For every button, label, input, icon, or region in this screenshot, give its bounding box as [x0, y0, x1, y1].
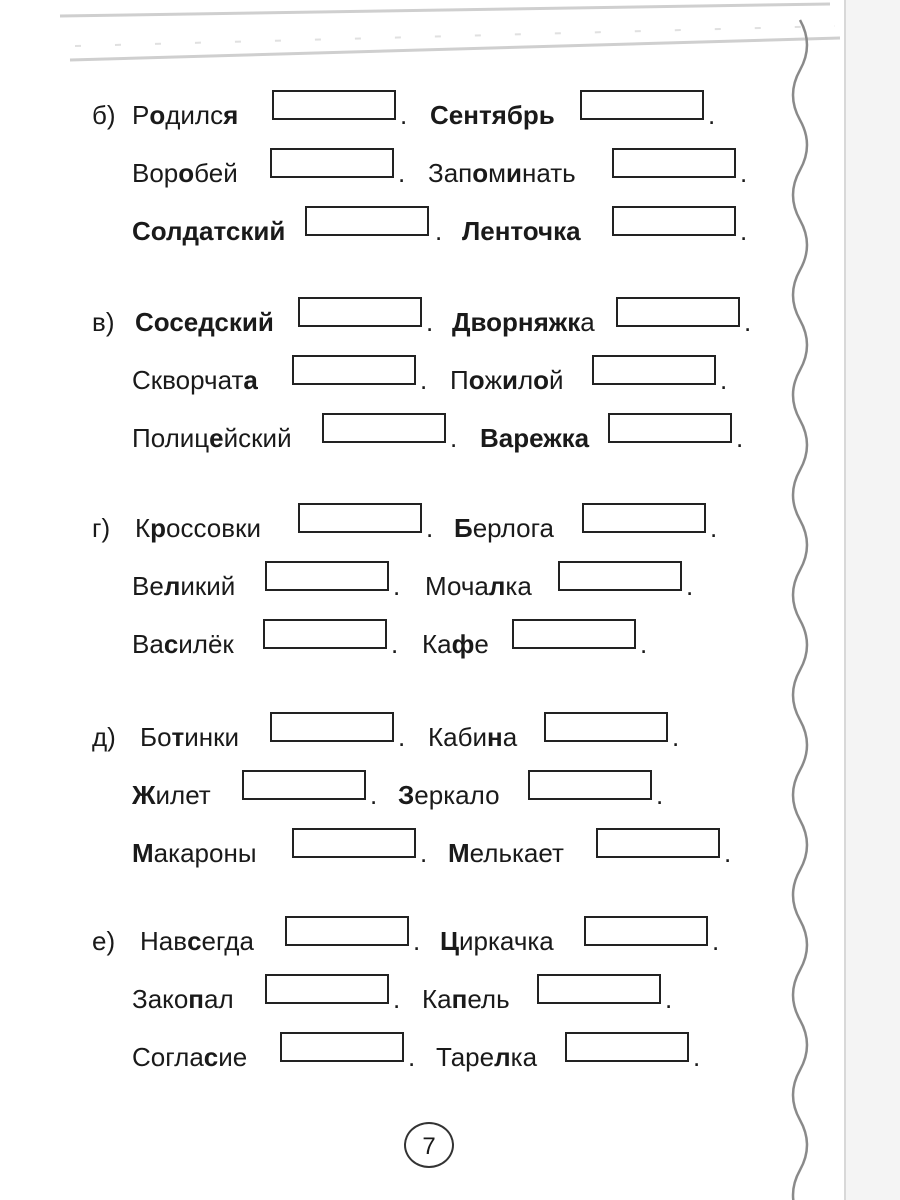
- answer-box[interactable]: [584, 916, 708, 946]
- word-part: Скворчат: [132, 365, 244, 395]
- period: .: [370, 780, 378, 810]
- word-row: [0, 780, 820, 820]
- word-right: [440, 926, 554, 956]
- stressed-letters: М: [448, 838, 470, 868]
- word-right: [480, 423, 589, 453]
- answer-box[interactable]: [298, 297, 422, 327]
- word-part: Зако: [132, 984, 189, 1014]
- period: .: [398, 158, 406, 188]
- period: .: [736, 423, 744, 453]
- word-part: инки: [184, 722, 240, 752]
- word-left: [132, 984, 234, 1014]
- period: .: [740, 158, 748, 188]
- answer-box[interactable]: [565, 1032, 689, 1062]
- stressed-letters: и: [501, 365, 518, 395]
- stressed-letters: н: [487, 722, 503, 752]
- word-right: [450, 365, 564, 395]
- word-right: [422, 629, 489, 659]
- period: .: [400, 100, 408, 130]
- period: .: [426, 307, 434, 337]
- stressed-letters: с: [187, 926, 202, 956]
- word-left: [140, 722, 239, 752]
- word-right: [454, 513, 554, 543]
- answer-box[interactable]: [292, 355, 416, 385]
- stressed-letters: Сентябрь: [430, 100, 555, 130]
- stressed-letters: я: [223, 100, 239, 130]
- answer-box[interactable]: [580, 90, 704, 120]
- word-row: [0, 307, 820, 347]
- word-part: иркачка: [459, 926, 554, 956]
- word-part: П: [450, 365, 469, 395]
- period: .: [393, 984, 401, 1014]
- period: .: [640, 629, 648, 659]
- answer-box[interactable]: [322, 413, 446, 443]
- stressed-letters: с: [163, 629, 179, 659]
- word-part: егда: [201, 926, 254, 956]
- word-part: ал: [204, 984, 234, 1014]
- answer-box[interactable]: [592, 355, 716, 385]
- stressed-letters: п: [451, 984, 468, 1014]
- stressed-letters: Дворняжк: [452, 307, 581, 337]
- word-row: [0, 365, 820, 405]
- word-part: ерлога: [472, 513, 555, 543]
- stressed-letters: о: [178, 158, 195, 188]
- word-part: ка: [510, 1042, 538, 1072]
- word-row: [0, 838, 820, 878]
- word-part: йский: [223, 423, 292, 453]
- stressed-letters: о: [533, 365, 550, 395]
- stressed-letters: и: [506, 158, 522, 188]
- word-part: Каби: [428, 722, 488, 752]
- word-part: Согла: [132, 1042, 204, 1072]
- word-row: [0, 513, 820, 553]
- word-part: Р: [132, 100, 150, 130]
- period: .: [413, 926, 421, 956]
- word-part: илет: [155, 780, 211, 810]
- period: .: [656, 780, 664, 810]
- stressed-letters: о: [149, 100, 166, 130]
- word-part: бей: [194, 158, 238, 188]
- period: .: [686, 571, 694, 601]
- period: .: [408, 1042, 416, 1072]
- period: .: [672, 722, 680, 752]
- stressed-letters: т: [171, 722, 185, 752]
- word-left: [132, 1042, 247, 1072]
- stressed-letters: о: [468, 365, 485, 395]
- section-label: б): [92, 100, 116, 130]
- word-part: акароны: [153, 838, 257, 868]
- word-right: [430, 100, 555, 130]
- answer-box[interactable]: [596, 828, 720, 858]
- word-part: икий: [180, 571, 236, 601]
- word-row: [0, 216, 820, 256]
- word-part: Таре: [436, 1042, 495, 1072]
- word-left: [132, 780, 211, 810]
- period: .: [450, 423, 458, 453]
- period: .: [393, 571, 401, 601]
- stressed-letters: олдатский: [150, 216, 286, 246]
- stressed-letters: ф: [451, 629, 475, 659]
- page-number: 7: [404, 1122, 454, 1168]
- answer-box[interactable]: [582, 503, 706, 533]
- answer-box[interactable]: [616, 297, 740, 327]
- answer-box[interactable]: [612, 206, 736, 236]
- word-part: оссовки: [166, 513, 261, 543]
- word-left: [132, 629, 234, 659]
- stressed-letters: Варежка: [480, 423, 590, 453]
- word-part: а: [502, 722, 518, 752]
- word-right: [452, 307, 595, 337]
- word-part: Зап: [428, 158, 473, 188]
- answer-box[interactable]: [285, 916, 409, 946]
- period: .: [720, 365, 728, 395]
- word-part: е: [474, 629, 489, 659]
- section-label: е): [92, 926, 116, 956]
- word-part: Ва: [132, 629, 164, 659]
- answer-box[interactable]: [612, 148, 736, 178]
- word-left: [132, 216, 285, 246]
- answer-box[interactable]: [270, 712, 394, 742]
- word-left: [132, 571, 235, 601]
- word-part: илёк: [178, 629, 234, 659]
- period: .: [435, 216, 443, 246]
- word-row: [0, 158, 820, 198]
- word-left: [132, 100, 238, 130]
- stressed-letters: л: [488, 571, 506, 601]
- stressed-letters: е: [209, 423, 224, 453]
- section-label: д): [92, 722, 116, 752]
- word-part: Ве: [132, 571, 164, 601]
- word-right: [462, 216, 581, 246]
- word-left: [132, 838, 257, 868]
- period: .: [426, 513, 434, 543]
- answer-box[interactable]: [537, 974, 661, 1004]
- section-label: г): [92, 513, 111, 543]
- answer-box[interactable]: [272, 90, 396, 120]
- word-right: [425, 571, 532, 601]
- answer-box[interactable]: [528, 770, 652, 800]
- period: .: [693, 1042, 701, 1072]
- answer-box[interactable]: [292, 828, 416, 858]
- stressed-letters: Ц: [440, 926, 459, 956]
- stressed-letters: л: [163, 571, 181, 601]
- word-left: [132, 365, 258, 395]
- word-right: [448, 838, 564, 868]
- stressed-letters: с: [203, 1042, 219, 1072]
- word-part: Бо: [140, 722, 172, 752]
- word-right: [428, 158, 576, 188]
- stressed-letters: Соседский: [135, 307, 274, 337]
- word-part: й: [549, 365, 564, 395]
- stressed-letters: М: [132, 838, 154, 868]
- period: .: [744, 307, 752, 337]
- word-part: л: [517, 365, 534, 395]
- answer-box[interactable]: [280, 1032, 404, 1062]
- word-part: нать: [522, 158, 576, 188]
- word-left: [132, 423, 292, 453]
- period: .: [398, 722, 406, 752]
- answer-box[interactable]: [544, 712, 668, 742]
- period: .: [391, 629, 399, 659]
- period: .: [712, 926, 720, 956]
- word-part: ель: [467, 984, 510, 1014]
- answer-box[interactable]: [263, 619, 387, 649]
- word-row: [0, 629, 820, 669]
- stressed-letters: З: [398, 780, 415, 810]
- stressed-letters: р: [150, 513, 167, 543]
- stressed-letters: С: [132, 216, 151, 246]
- stressed-letters: Б: [454, 513, 473, 543]
- stressed-letters: п: [188, 984, 205, 1014]
- word-row: [0, 984, 820, 1024]
- word-right: [436, 1042, 537, 1072]
- answer-box[interactable]: [512, 619, 636, 649]
- word-row: [0, 571, 820, 611]
- word-part: ка: [505, 571, 532, 601]
- word-part: Ка: [422, 984, 452, 1014]
- section-label: в): [92, 307, 115, 337]
- word-right: [398, 780, 500, 810]
- word-right: [428, 722, 517, 752]
- answer-box[interactable]: [270, 148, 394, 178]
- word-row: [0, 722, 820, 762]
- period: .: [708, 100, 716, 130]
- period: .: [740, 216, 748, 246]
- word-part: Полиц: [132, 423, 210, 453]
- word-left: [140, 926, 254, 956]
- word-part: м: [488, 158, 507, 188]
- period: .: [710, 513, 718, 543]
- word-left: [135, 307, 274, 337]
- period: .: [420, 365, 428, 395]
- stressed-letters: Ж: [132, 780, 156, 810]
- answer-box[interactable]: [242, 770, 366, 800]
- stressed-letters: о: [472, 158, 489, 188]
- word-right: [422, 984, 510, 1014]
- period: .: [665, 984, 673, 1014]
- answer-box[interactable]: [608, 413, 732, 443]
- word-part: еркало: [414, 780, 500, 810]
- period: .: [724, 838, 732, 868]
- answer-box[interactable]: [558, 561, 682, 591]
- stressed-letters: а: [243, 365, 258, 395]
- word-row: [0, 100, 820, 140]
- word-part: Моча: [425, 571, 489, 601]
- word-left: [135, 513, 261, 543]
- word-row: [0, 1042, 820, 1082]
- period: .: [420, 838, 428, 868]
- word-part: елькает: [469, 838, 564, 868]
- answer-box[interactable]: [265, 974, 389, 1004]
- answer-box[interactable]: [298, 503, 422, 533]
- answer-box[interactable]: [265, 561, 389, 591]
- word-part: ие: [218, 1042, 248, 1072]
- stressed-letters: л: [494, 1042, 511, 1072]
- word-left: [132, 158, 238, 188]
- answer-box[interactable]: [305, 206, 429, 236]
- word-part: Вор: [132, 158, 179, 188]
- word-part: Нав: [140, 926, 188, 956]
- word-part: Ка: [422, 629, 452, 659]
- word-part: дилс: [165, 100, 224, 130]
- word-part: а: [580, 307, 595, 337]
- word-part: К: [135, 513, 151, 543]
- word-row: [0, 423, 820, 463]
- word-part: ж: [484, 365, 502, 395]
- stressed-letters: Ленточка: [462, 216, 581, 246]
- word-row: [0, 926, 820, 966]
